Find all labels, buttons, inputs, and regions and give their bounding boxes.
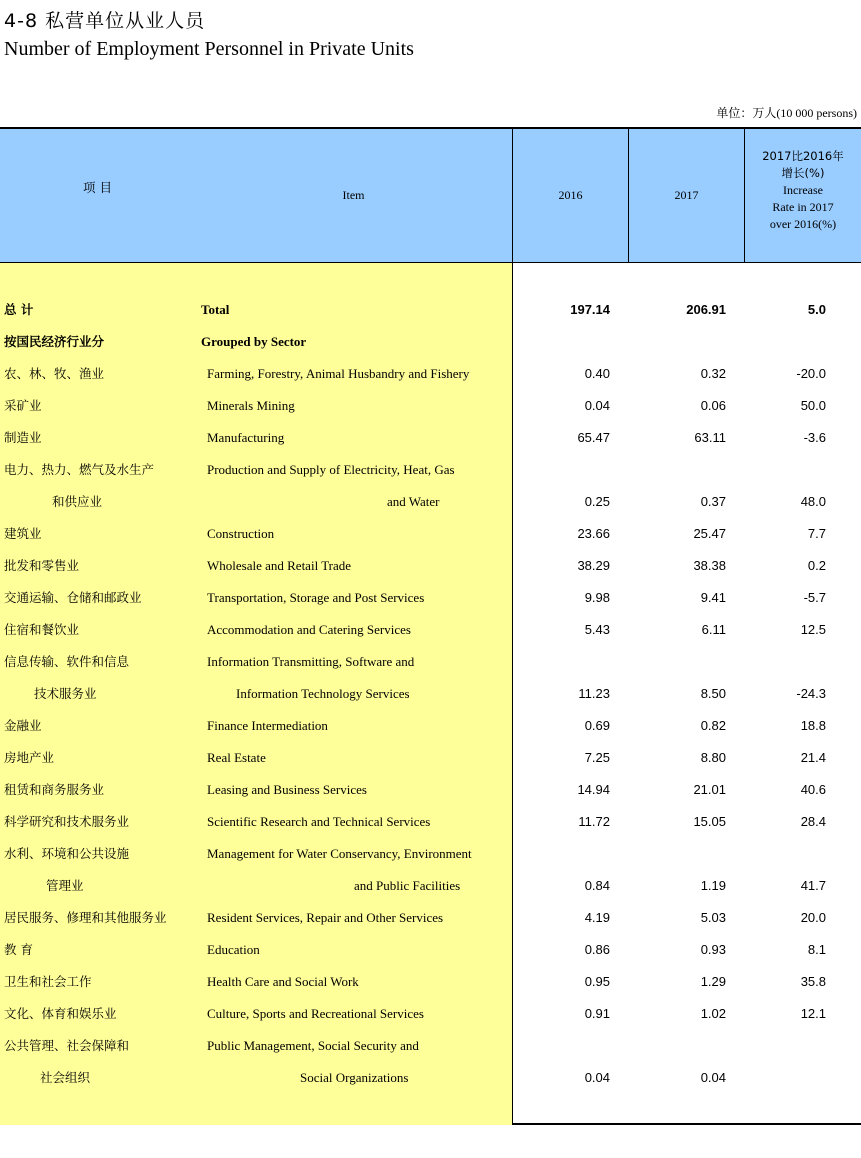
table-row [0, 582, 861, 614]
row-item-en: Resident Services, Repair and Other Services [207, 910, 444, 925]
row-item-en: Information Transmitting, Software and [207, 654, 415, 669]
row-item-en: Real Estate [207, 750, 266, 765]
table-row [0, 326, 861, 358]
table-row [0, 454, 861, 486]
row-item-en: Accommodation and Catering Services [207, 622, 411, 637]
row-item-cn: 管理业 [46, 878, 84, 893]
row-value-v2017: 206.91 [686, 302, 726, 317]
row-value-v2017: 1.02 [700, 1006, 726, 1021]
row-value-rate: -5.7 [803, 590, 826, 605]
row-value-v2017: 0.06 [700, 398, 726, 413]
row-item-cn: 交通运输、仓储和邮政业 [4, 590, 142, 605]
row-value-rate: 35.8 [800, 974, 826, 989]
row-value-v2017: 38.38 [693, 558, 726, 573]
row-value-rate: -20.0 [796, 366, 826, 381]
row-value-v2017: 0.37 [700, 494, 726, 509]
table-row [0, 550, 861, 582]
row-value-v2016: 0.04 [584, 398, 610, 413]
row-item-cn: 卫生和社会工作 [4, 974, 92, 989]
row-value-rate: 41.7 [800, 878, 826, 893]
row-value-rate: 48.0 [800, 494, 826, 509]
row-value-rate: 0.2 [807, 558, 826, 573]
row-item-en: Culture, Sports and Recreational Services [207, 1006, 424, 1021]
row-value-v2017: 1.29 [700, 974, 726, 989]
table-row [0, 614, 861, 646]
row-item-cn: 制造业 [4, 430, 42, 445]
row-value-v2017: 0.32 [700, 366, 726, 381]
row-item-en: Leasing and Business Services [207, 782, 367, 797]
row-value-v2016: 14.94 [577, 782, 610, 797]
header-rate-line2: 增长(%) [781, 166, 825, 180]
unit-label: 单位：万人(10 000 persons) [716, 106, 857, 120]
row-value-rate: 12.1 [800, 1006, 826, 1021]
row-value-rate: 7.7 [807, 526, 826, 541]
row-value-rate: 5.0 [807, 302, 826, 317]
row-item-en: Health Care and Social Work [207, 974, 359, 989]
row-value-rate: 50.0 [800, 398, 826, 413]
row-item-cn: 和供应业 [52, 494, 103, 509]
table-row [0, 870, 861, 902]
row-value-v2016: 0.69 [584, 718, 610, 733]
row-value-rate: 40.6 [800, 782, 826, 797]
row-item-cn: 居民服务、修理和其他服务业 [4, 910, 167, 925]
row-value-v2016: 0.40 [584, 366, 610, 381]
divider-2017 [744, 129, 745, 263]
row-value-v2016: 0.95 [584, 974, 610, 989]
table-row [0, 966, 861, 998]
row-value-v2016: 197.14 [570, 302, 610, 317]
row-item-en: Grouped by Sector [201, 334, 307, 349]
row-value-v2017: 8.80 [700, 750, 726, 765]
row-item-en: Transportation, Storage and Post Services [207, 590, 425, 605]
table-row [0, 806, 861, 838]
row-value-rate: 8.1 [807, 942, 826, 957]
row-item-en: Wholesale and Retail Trade [207, 558, 352, 573]
row-value-rate: -3.6 [803, 430, 826, 445]
row-item-en: Information Technology Services [236, 686, 410, 701]
header-rate-line1: 2017比2016年 [762, 149, 844, 163]
row-item-cn: 科学研究和技术服务业 [4, 814, 130, 829]
row-item-cn: 信息传输、软件和信息 [4, 654, 130, 669]
row-item-cn: 文化、体育和娱乐业 [4, 1006, 117, 1021]
row-value-v2017: 8.50 [700, 686, 726, 701]
row-item-cn: 水利、环境和公共设施 [4, 846, 130, 861]
row-value-rate: 21.4 [800, 750, 826, 765]
table-row [0, 390, 861, 422]
row-value-v2017: 0.93 [700, 942, 726, 957]
row-item-cn: 采矿业 [4, 398, 42, 413]
table-row [0, 774, 861, 806]
row-item-en: and Public Facilities [354, 878, 461, 893]
row-value-v2016: 11.72 [578, 814, 610, 829]
row-item-en: Public Management, Social Security and [207, 1038, 419, 1053]
table-row [0, 902, 861, 934]
table-row [0, 486, 861, 518]
row-value-v2017: 0.04 [700, 1070, 726, 1085]
header-item-en: Item [342, 188, 365, 202]
table-row [0, 358, 861, 390]
row-item-en: Total [201, 302, 230, 317]
row-item-cn: 电力、热力、燃气及水生产 [4, 462, 155, 477]
table-row [0, 998, 861, 1030]
row-value-v2017: 63.11 [694, 430, 726, 445]
row-value-rate: 18.8 [800, 718, 826, 733]
row-value-v2016: 0.04 [584, 1070, 610, 1085]
table-row [0, 710, 861, 742]
row-value-v2017: 5.03 [700, 910, 726, 925]
row-value-v2016: 65.47 [577, 430, 610, 445]
row-item-en: Education [207, 942, 260, 957]
row-item-cn: 公共管理、社会保障和 [4, 1038, 130, 1053]
row-item-cn: 租赁和商务服务业 [4, 782, 105, 797]
row-item-cn: 住宿和餐饮业 [4, 622, 80, 637]
header-rate-line4: Rate in 2017 [772, 200, 834, 214]
row-value-rate: 28.4 [800, 814, 826, 829]
table-row [0, 1062, 861, 1094]
row-value-v2016: 0.84 [584, 878, 610, 893]
row-value-v2016: 5.43 [584, 622, 610, 637]
header-rate-line5: over 2016(%) [769, 217, 837, 231]
table-header [0, 129, 861, 263]
data-table [0, 127, 861, 1125]
row-item-cn: 社会组织 [40, 1070, 91, 1085]
row-item-en: Construction [207, 526, 275, 541]
row-value-v2017: 1.19 [700, 878, 726, 893]
row-item-en: Finance Intermediation [207, 718, 328, 733]
header-2017: 2017 [674, 188, 699, 202]
row-item-cn: 批发和零售业 [4, 558, 80, 573]
row-value-v2016: 9.98 [584, 590, 610, 605]
row-value-rate: 20.0 [800, 910, 826, 925]
table-row [0, 518, 861, 550]
header-rate-line3: Increase [783, 183, 823, 197]
header-item-cn: 项 目 [83, 179, 112, 195]
row-value-v2017: 21.01 [693, 782, 726, 797]
header-rate [745, 129, 861, 262]
row-value-v2016: 4.19 [584, 910, 610, 925]
row-value-rate: -24.3 [796, 686, 826, 701]
row-value-v2016: 7.25 [584, 750, 610, 765]
table-row [0, 1030, 861, 1062]
table-row [0, 294, 861, 326]
row-item-en: Scientific Research and Technical Services [207, 814, 431, 829]
row-item-cn: 总 计 [4, 302, 34, 317]
row-value-v2017: 9.41 [700, 590, 726, 605]
row-value-v2017: 15.05 [693, 814, 726, 829]
divider-2016 [628, 129, 629, 263]
row-value-v2016: 0.86 [584, 942, 610, 957]
row-item-cn: 金融业 [4, 718, 42, 733]
header-2016: 2016 [558, 188, 583, 202]
row-item-en: and Water [387, 494, 440, 509]
row-item-cn: 技术服务业 [34, 686, 97, 701]
table-row [0, 678, 861, 710]
table-row [0, 422, 861, 454]
row-item-cn: 按国民经济行业分 [4, 334, 105, 349]
row-value-v2017: 25.47 [693, 526, 726, 541]
row-item-en: Production and Supply of Electricity, Heat, Gas [207, 462, 455, 477]
row-item-en: Manufacturing [207, 430, 285, 445]
table-row [0, 742, 861, 774]
row-value-v2017: 6.11 [701, 622, 726, 637]
row-item-cn: 农、林、牧、渔业 [4, 366, 105, 381]
row-item-cn: 建筑业 [4, 526, 42, 541]
row-value-rate: 12.5 [800, 622, 826, 637]
row-value-v2016: 11.23 [578, 686, 610, 701]
row-item-en: Social Organizations [300, 1070, 409, 1085]
row-item-cn: 教 育 [4, 942, 33, 957]
row-value-v2016: 38.29 [577, 558, 610, 573]
table-row [0, 646, 861, 678]
row-value-v2017: 0.82 [700, 718, 726, 733]
row-item-cn: 房地产业 [4, 750, 55, 765]
table-row [0, 934, 861, 966]
row-item-en: Farming, Forestry, Animal Husbandry and Fishery [207, 366, 470, 381]
row-item-en: Minerals Mining [207, 398, 295, 413]
row-value-v2016: 23.66 [577, 526, 610, 541]
row-item-en: Management for Water Conservancy, Environment [207, 846, 472, 861]
table-row [0, 838, 861, 870]
table-title-en: Number of Employment Personnel in Private Units [4, 38, 414, 60]
row-value-v2016: 0.25 [584, 494, 610, 509]
table-title-cn: 4-8 私营单位从业人员 [4, 10, 206, 32]
row-value-v2016: 0.91 [584, 1006, 610, 1021]
